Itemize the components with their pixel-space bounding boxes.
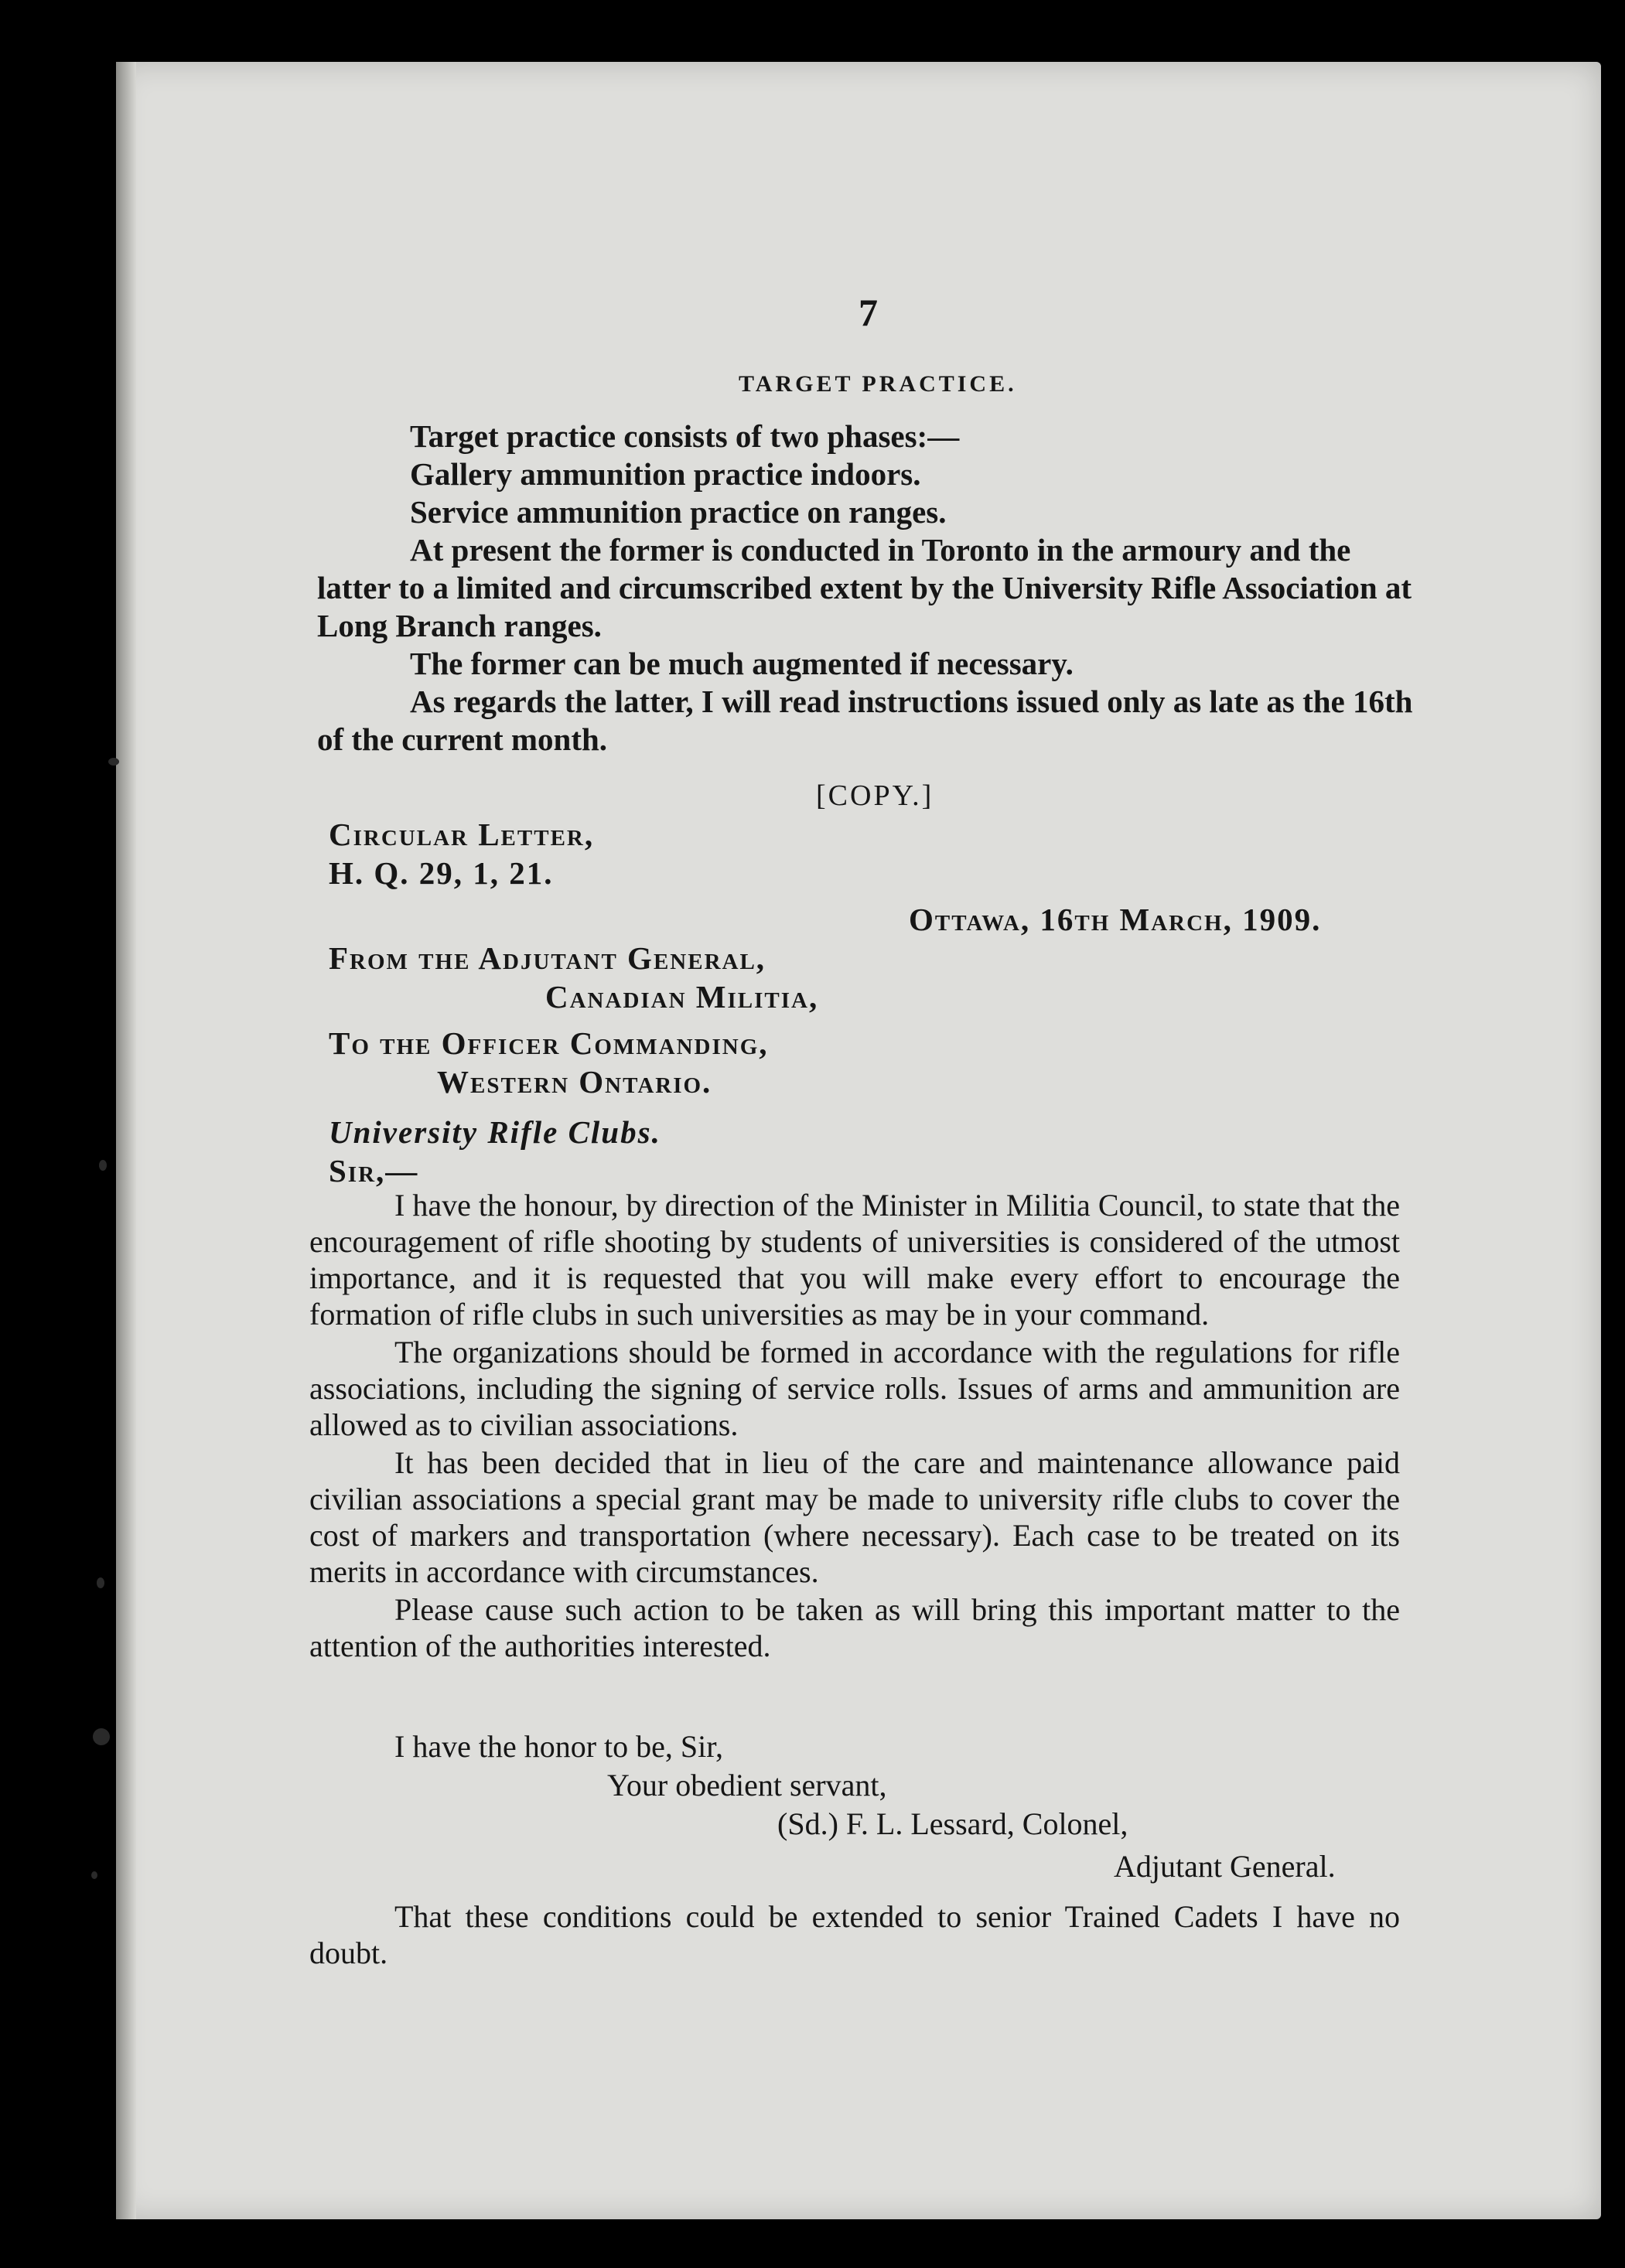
signatory-title: Adjutant General. [1114,1849,1336,1884]
margin-mark [99,1160,107,1171]
target-line-4: At present the former is conducted in Toronto in the armoury and the latter to a limited and circumscribed extent by the University Rifle Association at Long Branch ranges. [317,532,1412,643]
servant-line: Your obedient servant, [607,1768,887,1802]
letter-paragraph: Please cause such action to be taken as will bring this important matter to the attention of the authorities interested. [309,1592,1400,1663]
target-line-2: Gallery ammunition practice indoors. [410,456,921,492]
concluding-paragraph: That these conditions could be extended to senior Trained Cadets I have no doubt. [309,1899,1400,1970]
copy-tag: [COPY.] [816,779,934,812]
section-title: TARGET PRACTICE. [739,371,1017,397]
place-date: Ottawa, 16th March, 1909. [909,902,1322,937]
closing-line: I have the honor to be, Sir, [394,1729,723,1764]
target-line-6: As regards the latter, I will read instructions issued only as late as the 16th of the current month. [317,684,1413,757]
page-number: 7 [859,291,878,334]
to-line-2: Western Ontario. [437,1064,712,1100]
margin-mark [93,1728,110,1745]
letter-subject: University Rifle Clubs. [329,1114,661,1150]
page-binding-shadow [116,62,136,2219]
from-line-2: Canadian Militia, [545,979,819,1015]
margin-mark [97,1577,104,1588]
target-line-1: Target practice consists of two phases:— [410,418,960,454]
circular-letter-label: Circular Letter, [329,817,595,852]
margin-mark [108,758,119,766]
target-practice-section [317,418,1415,759]
to-line-1: To the Officer Commanding, [329,1025,769,1061]
target-line-3: Service ammunition practice on ranges. [410,494,947,530]
hq-reference: H. Q. 29, 1, 21. [329,855,554,891]
target-line-5: The former can be much augmented if necessary. [410,646,1074,681]
letter-body [309,1187,1400,1666]
from-line-1: From the Adjutant General, [329,940,766,976]
letter-paragraph: It has been decided that in lieu of the care and maintenance allowance paid civilian associations a special grant may be made to university rifle clubs to cover the cost of markers and transportation (where necessary). Each case to be treated on its merits in accordance with circumstances. [309,1445,1400,1589]
margin-mark [91,1871,97,1879]
signature: (Sd.) F. L. Lessard, Colonel, [777,1806,1128,1841]
salutation: Sir,— [329,1153,419,1189]
letter-paragraph: I have the honour, by direction of the Minister in Militia Council, to state that the encouragement of rifle shooting by students of universities is considered of the utmost importance, and it is requested that you will make every effort to encourage the formation of rifle clubs in such universities as may be in your command. [309,1188,1400,1332]
letter-paragraph: The organizations should be formed in accordance with the regulations for rifle associations, including the signing of service rolls. Issues of arms and ammunition are allowed as to civilian associations. [309,1335,1400,1442]
